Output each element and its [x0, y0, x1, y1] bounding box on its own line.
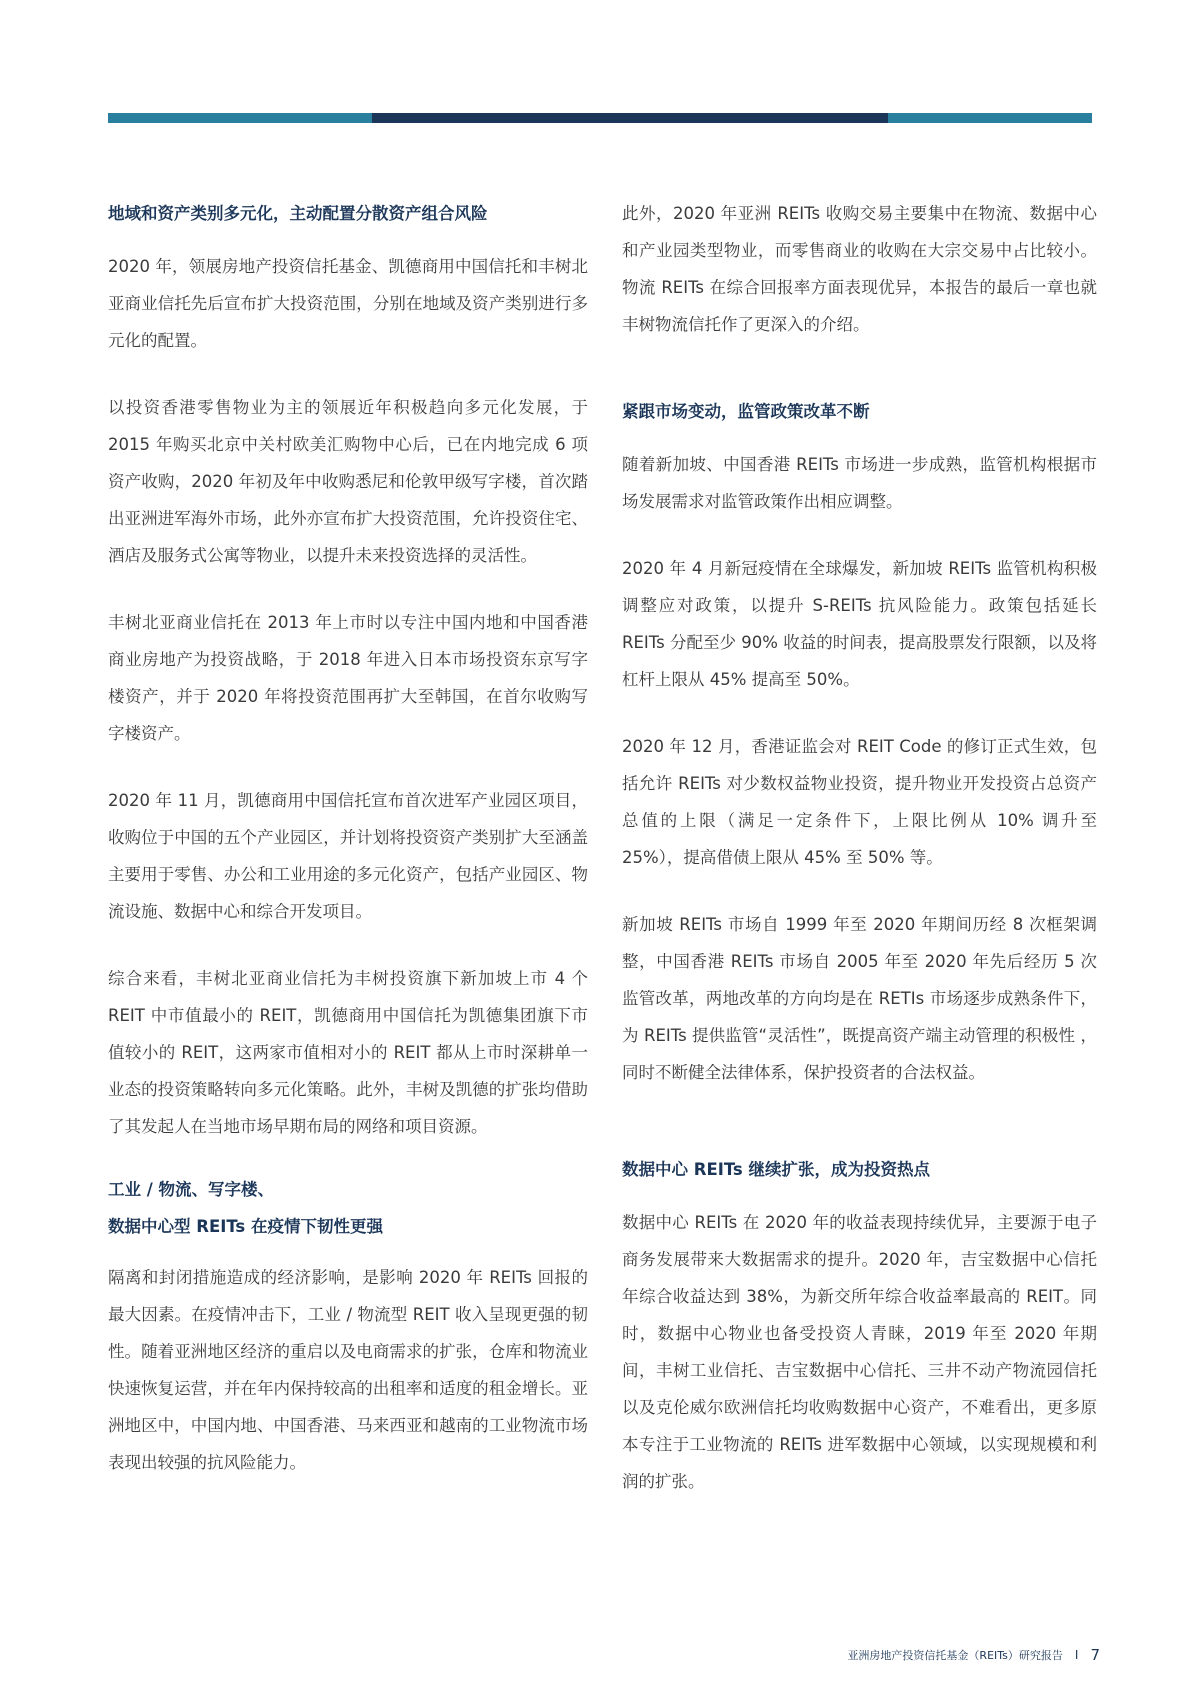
paragraph: 综合来看，丰树北亚商业信托为丰树投资旗下新加坡上市 4 个 REIT 中市值最小的 REIT，凯德商用中国信托为凯德集团旗下市值较小的 REIT，这两家市值相对小的 REIT 都从上市时深耕单一业态的投资策略转向多元化策略。此外，丰树及凯德的扩张均借助了其发起人在当地市场早期布局的网络和项目资源。 [108, 969, 588, 1136]
section-heading-resilience-line1: 工业 / 物流、写字楼、 [108, 1180, 275, 1199]
paragraph: 丰树北亚商业信托在 2013 年上市时以专注中国内地和中国香港商业房地产为投资战略，于 2018 年进入日本市场投资东京写字楼资产，并于 2020 年将投资范围再扩大至韩国，在首尔收购写字楼资产。 [108, 613, 588, 743]
paragraph: 新加坡 REITs 市场自 1999 年至 2020 年期间历经 8 次框架调整，中国香港 REITs 市场自 2005 年至 2020 年先后经历 5 次监管改革，两地改革的方向均是在 RETIs 市场逐步成熟条件下，为 REITs 提供监管“灵活性”，既提高资产端主动管理的积极性 ，同时不断健全法律体系，保护投资者的合法权益。 [622, 915, 1097, 1082]
paragraph: 此外，2020 年亚洲 REITs 收购交易主要集中在物流、数据中心和产业园类型物业，而零售商业的收购在大宗交易中占比较小。 物流 REITs 在综合回报率方面表现优异，本报告的最后一章也就丰树物流信托作了更深入的介绍。 [622, 204, 1097, 334]
paragraph: 2020 年 12 月，香港证监会对 REIT Code 的修订正式生效，包括允许 REITs 对少数权益物业投资，提升物业开发投资占总资产总值的上限（满足一定条件下，上限比例从 10% 调升至 25%），提高借债上限从 45% 至 50% 等。 [622, 737, 1097, 867]
paragraph: 数据中心 REITs 在 2020 年的收益表现持续优异，主要源于电子商务发展带来大数据需求的提升。2020 年，吉宝数据中心信托年综合收益达到 38%，为新交所年综合收益率最高的 REIT。同时，数据中心物业也备受投资人青睐，2019 年至 2020 年期间，丰树工业信托、吉宝数据中心信托、三井不动产物流园信托以及克伦威尔欧洲信托均收购数据中心资产，不难看出，更多原本专注于工业物流的 REITs 进军数据中心领域，以实现规模和利润的扩张。 [622, 1213, 1097, 1491]
paragraph: 2020 年 4 月新冠疫情在全球爆发，新加坡 REITs 监管机构积极调整应对政策，以提升 S-REITs 抗风险能力。政策包括延长 REITs 分配至少 90% 收益的时间表，提高股票发行限额，以及将杠杆上限从 45% 提高至 50%。 [622, 559, 1097, 689]
page-footer [847, 1646, 1100, 1664]
top-bar-segment-teal-right [888, 113, 1092, 123]
top-bar-segment-teal-left [108, 113, 372, 123]
section-heading-diversification: 地域和资产类别多元化，主动配置分散资产组合风险 [108, 204, 488, 223]
top-decorative-bar [108, 113, 1092, 123]
section-heading-regulation: 紧跟市场变动，监管政策改革不断 [622, 402, 870, 421]
top-bar-segment-navy [372, 113, 888, 123]
paragraph: 隔离和封闭措施造成的经济影响，是影响 2020 年 REITs 回报的最大因素。在疫情冲击下，工业 / 物流型 REIT 收入呈现更强的韧性。随着亚洲地区经济的重启以及电商需求的扩张，仓库和物流业快速恢复运营，并在年内保持较高的出租率和适度的租金增长。亚洲地区中，中国内地、中国香港、马来西亚和越南的工业物流市场表现出较强的抗风险能力。 [108, 1268, 588, 1472]
page-number: 7 [1090, 1646, 1100, 1664]
section-heading-resilience-line2: 数据中心型 REITs 在疫情下韧性更强 [108, 1217, 383, 1236]
paragraph: 以投资香港零售物业为主的领展近年积极趋向多元化发展，于 2015 年购买北京中关村欧美汇购物中心后，已在内地完成 6 项资产收购，2020 年初及年中收购悉尼和伦敦甲级写字楼，首次踏出亚洲进军海外市场，此外亦宣布扩大投资范围，允许投资住宅、酒店及服务式公寓等物业，以提升未来投资选择的灵活性。 [108, 398, 588, 565]
footer-separator: I [1074, 1648, 1079, 1662]
right-column [622, 195, 1097, 1500]
footer-report-title: 亚洲房地产投资信托基金（REITs）研究报告 [847, 1649, 1063, 1662]
paragraph: 随着新加坡、中国香港 REITs 市场进一步成熟，监管机构根据市场发展需求对监管政策作出相应调整。 [622, 455, 1097, 511]
paragraph: 2020 年，领展房地产投资信托基金、凯德商用中国信托和丰树北亚商业信托先后宣布扩大投资范围，分别在地域及资产类别进行多元化的配置。 [108, 257, 588, 350]
left-column [108, 195, 588, 1481]
section-heading-data-center: 数据中心 REITs 继续扩张，成为投资热点 [622, 1160, 930, 1179]
paragraph: 2020 年 11 月，凯德商用中国信托宣布首次进军产业园区项目，收购位于中国的五个产业园区，并计划将投资资产类别扩大至涵盖主要用于零售、办公和工业用途的多元化资产，包括产业园区、物流设施、数据中心和综合开发项目。 [108, 791, 588, 921]
